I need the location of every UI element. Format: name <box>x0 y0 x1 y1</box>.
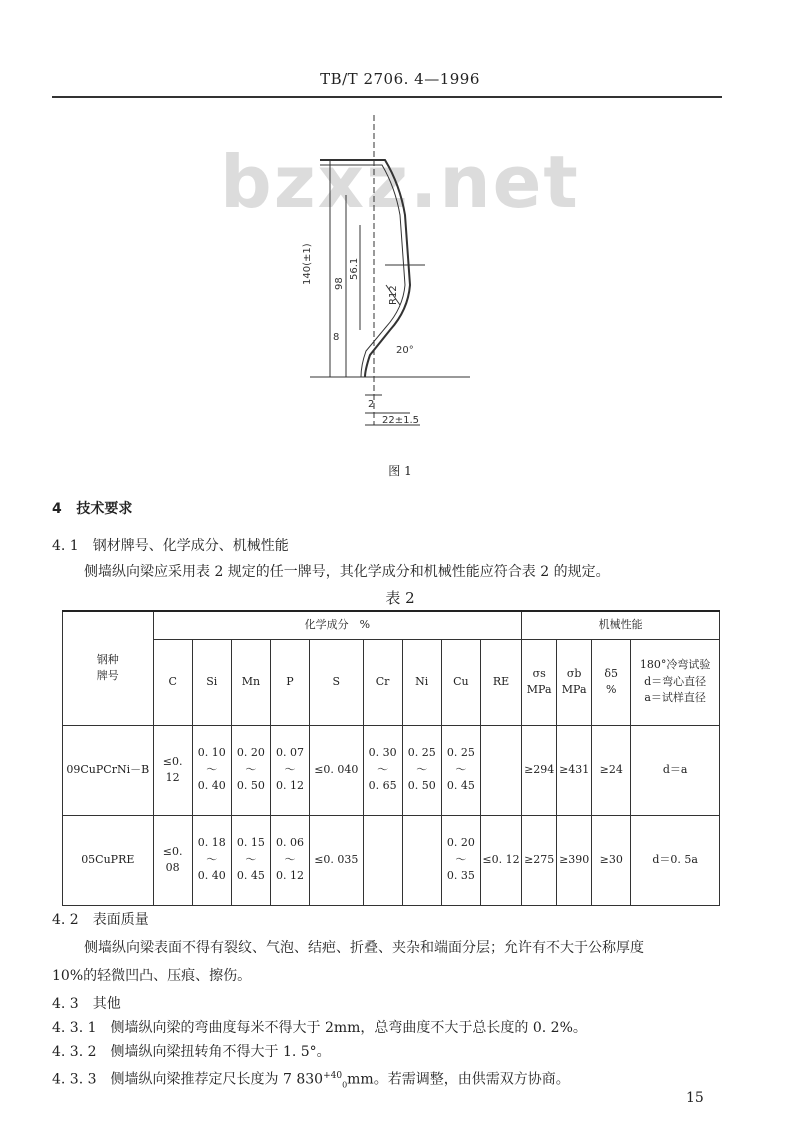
row1-re <box>480 725 521 815</box>
section-4-3-3-tail: mm。若需调整，由供需双方协商。 <box>347 1071 570 1088</box>
row1-cu: 0. 25 ～ 0. 45 <box>441 725 480 815</box>
section-4-1-heading: 4. 1 钢材牌号、化学成分、机械性能 <box>52 538 289 554</box>
row1-cr: 0. 30 ～ 0. 65 <box>363 725 402 815</box>
grade-header-line2: 牌号 <box>96 669 119 683</box>
row1-p: 0. 07 ～ 0. 12 <box>270 725 309 815</box>
sigma-b-symbol: σb <box>566 666 582 680</box>
row1-c: ≤0. 12 <box>153 725 192 815</box>
table-row <box>63 815 720 905</box>
dim-56: 56.1 <box>349 257 360 280</box>
bend-header-line2: d＝弯心直径 <box>644 674 707 688</box>
row2-sigma-s: ≥275 <box>522 815 557 905</box>
table-title: 表 2 <box>385 589 415 607</box>
row2-si: 0. 18 ～ 0. 40 <box>192 815 231 905</box>
bend-header-line3: a＝试样直径 <box>644 691 706 705</box>
col-sigma-b <box>557 639 592 725</box>
grade-header-cell <box>63 611 154 725</box>
col-delta5 <box>592 639 631 725</box>
row1-s: ≤0. 040 <box>310 725 364 815</box>
row1-bend: d＝a <box>631 725 720 815</box>
section-4-number: 4 <box>52 501 62 517</box>
sigma-s-symbol: σs <box>532 666 546 680</box>
chem-header: 化学成分 % <box>153 611 522 639</box>
row2-s: ≤0. 035 <box>310 815 364 905</box>
row2-bend: d＝0. 5a <box>631 815 720 905</box>
steel-spec-table <box>62 610 720 906</box>
dim-98: 98 <box>334 277 345 290</box>
grade-header-line1: 钢种 <box>96 652 119 666</box>
dim-140: 140(±1) <box>302 243 313 285</box>
row2-cr <box>363 815 402 905</box>
mech-header: 机械性能 <box>522 611 720 639</box>
tolerance-upper: +40 <box>323 1071 343 1081</box>
watermark: bzxz.net <box>220 140 580 224</box>
delta5-unit: % <box>606 683 617 696</box>
section-4-3-2: 4. 3. 2 侧墙纵向梁扭转角不得大于 1. 5°。 <box>52 1044 331 1060</box>
sigma-b-unit: MPa <box>561 683 587 696</box>
section-4-title: 技术要求 <box>76 501 133 517</box>
table-row <box>63 725 720 815</box>
col-re: RE <box>480 639 521 725</box>
row2-sigma-b: ≥390 <box>557 815 592 905</box>
col-s: S <box>310 639 364 725</box>
document-header: TB/T 2706. 4—1996 <box>320 70 480 88</box>
figure-caption: 图 1 <box>388 464 412 478</box>
row2-grade: 05CuPRE <box>63 815 154 905</box>
page-number: 15 <box>686 1090 704 1106</box>
row1-si: 0. 10 ～ 0. 40 <box>192 725 231 815</box>
profile-inner <box>320 165 405 377</box>
dim-2: 2 <box>368 399 375 410</box>
row2-cu: 0. 20 ～ 0. 35 <box>441 815 480 905</box>
bend-header-line1: 180°冷弯试验 <box>639 658 711 672</box>
col-si: Si <box>192 639 231 725</box>
row1-sigma-s: ≥294 <box>522 725 557 815</box>
delta5-symbol: δ5 <box>604 666 619 680</box>
dim-8: 8 <box>333 332 340 343</box>
section-4-3-3-text: 4. 3. 3 侧墙纵向梁推荐定尺长度为 7 830 <box>52 1071 324 1088</box>
col-cr: Cr <box>363 639 402 725</box>
section-4-3-3 <box>52 1062 570 1099</box>
row1-grade: 09CuPCrNi－B <box>63 725 154 815</box>
dim-angle: 20° <box>396 345 414 356</box>
row2-c: ≤0. 08 <box>153 815 192 905</box>
col-c: C <box>153 639 192 725</box>
dim-22: 22±1.5 <box>382 415 420 426</box>
tolerance-lower: 0 <box>342 1080 348 1090</box>
row1-delta5: ≥24 <box>592 725 631 815</box>
section-4-heading <box>52 498 132 518</box>
col-sigma-s <box>522 639 557 725</box>
section-4-3-1: 4. 3. 1 侧墙纵向梁的弯曲度每米不得大于 2mm，总弯曲度不大于总长度的 0. 2%。 <box>52 1020 587 1036</box>
col-p: P <box>270 639 309 725</box>
row2-re: ≤0. 12 <box>480 815 521 905</box>
row1-sigma-b: ≥431 <box>557 725 592 815</box>
section-4-2-body-line2: 10%的轻微凹凸、压痕、擦伤。 <box>52 968 252 984</box>
profile-figure <box>290 115 490 455</box>
row2-delta5: ≥30 <box>592 815 631 905</box>
row1-ni: 0. 25 ～ 0. 50 <box>402 725 441 815</box>
col-bend <box>631 639 720 725</box>
section-4-2-heading: 4. 2 表面质量 <box>52 912 149 928</box>
col-mn: Mn <box>231 639 270 725</box>
section-4-1-body: 侧墙纵向梁应采用表 2 规定的任一牌号，其化学成分和机械性能应符合表 2 的规定。 <box>84 564 610 580</box>
row2-mn: 0. 15 ～ 0. 45 <box>231 815 270 905</box>
dim-r12: R12 <box>388 285 399 305</box>
row2-ni <box>402 815 441 905</box>
section-4-2-body-line1: 侧墙纵向梁表面不得有裂纹、气泡、结疤、折叠、夹杂和端面分层；允许有不大于公称厚度 <box>84 940 644 956</box>
row1-mn: 0. 20 ～ 0. 50 <box>231 725 270 815</box>
col-cu: Cu <box>441 639 480 725</box>
sigma-s-unit: MPa <box>526 683 552 696</box>
header-rule <box>52 96 722 98</box>
col-ni: Ni <box>402 639 441 725</box>
row2-p: 0. 06 ～ 0. 12 <box>270 815 309 905</box>
section-4-3-heading: 4. 3 其他 <box>52 996 121 1012</box>
